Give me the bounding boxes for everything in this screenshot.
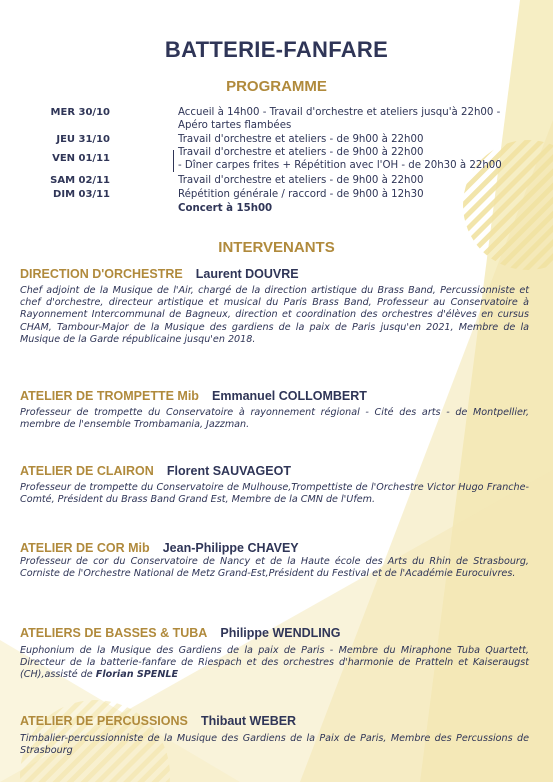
section-label: ATELIER DE PERCUSSIONS xyxy=(20,714,188,728)
section-description: Timbalier-percussionniste de la Musique des Gardiens de la Paix de Paris, Membre des Percussions de Strasbourg xyxy=(20,733,529,757)
section-header xyxy=(20,460,291,479)
section-description: Professeur de cor du Conservatoire de Nancy et de la Haute école des Arts du Rhin de Strasbourg, Corniste de l'Orchestre National de Metz Grand-Est,Président du Festival et de l'Académie Eurocuivres. xyxy=(20,556,529,580)
section-description xyxy=(20,645,529,682)
section-person: Philippe WENDLING xyxy=(220,626,341,640)
section-label: DIRECTION D'ORCHESTRE xyxy=(20,267,183,281)
section-label: ATELIERS DE BASSES & TUBA xyxy=(20,626,208,640)
section-person: Laurent DOUVRE xyxy=(195,267,299,281)
section-label: ATELIER DE TROMPETTE Mib xyxy=(20,389,199,403)
section-description: Professeur de trompette du Conservatoire à rayonnement régional - Cité des arts - de Montpellier, membre de l'ensemble Trombamania, Jazzman. xyxy=(20,407,529,431)
programme-line: Travail d'orchestre et ateliers - de 9h00 à 22h00 xyxy=(178,134,424,145)
programme-line: Travail d'orchestre et ateliers - de 9h00 à 22h00 xyxy=(178,175,424,186)
programme-divider xyxy=(173,150,174,172)
section-person: Emmanuel COLLOMBERT xyxy=(212,389,367,403)
section-header xyxy=(20,622,341,641)
section-description: Chef adjoint de la Musique de l'Air, chargé de la direction artistique du Brass Band, Percussionniste et chef d'orchestre, directeur artistique et musical du Paris Brass Band, Professeur au Conservatoire à Rayonnement Intercommunal de Bagneux, direction et coordination des orchestres d'élèves en cursus CHAM, Tambour-Major de la Musique des gardiens de la paix de Paris jusqu'en 2021, Membre de la Musique de la Garde républicaine jusqu'en 2018. xyxy=(20,285,529,345)
programme-line: Accueil à 14h00 - Travail d'orchestre et ateliers jusqu'à 22h00 - xyxy=(178,107,501,118)
programme-day: JEU 31/10 xyxy=(56,134,110,145)
programme-day: VEN 01/11 xyxy=(52,153,110,164)
programme-line: - Dîner carpes frites + Répétition avec l'OH - de 20h30 à 22h00 xyxy=(178,160,502,171)
section-label: ATELIER DE CLAIRON xyxy=(20,464,154,478)
programme-line: Répétition générale / raccord - de 9h00 à 12h30 xyxy=(178,189,424,200)
intervenants-heading: INTERVENANTS xyxy=(218,239,335,256)
section-header xyxy=(20,385,367,404)
section-header xyxy=(20,537,299,556)
page-title: BATTERIE-FANFARE xyxy=(164,37,389,62)
section-description: Professeur de trompette du Conservatoire de Mulhouse,Trompettiste de l'Orchestre Victor Hugo Franche-Comté, Président du Brass Band Grand Est, Membre de la CMN de l'Ufem. xyxy=(20,482,529,506)
assistant-name: Florian SPENLE xyxy=(95,669,179,681)
section-person: Jean-Philippe CHAVEY xyxy=(162,541,299,555)
section-person: Thibaut WEBER xyxy=(200,714,297,728)
section-label: ATELIER DE COR Mib xyxy=(20,541,150,555)
programme-heading: PROGRAMME xyxy=(226,78,327,95)
programme-day: SAM 02/11 xyxy=(50,175,110,186)
programme-concert-line: Concert à 15h00 xyxy=(178,203,273,214)
programme-day: DIM 03/11 xyxy=(53,189,110,200)
programme-line: Apéro tartes flambées xyxy=(178,120,292,131)
section-person: Florent SAUVAGEOT xyxy=(166,464,291,478)
programme-line: Travail d'orchestre et ateliers - de 9h00 à 22h00 xyxy=(178,147,424,158)
programme-day: MER 30/10 xyxy=(50,107,110,118)
section-header xyxy=(20,710,296,729)
section-description-text: Euphonium de la Musique des Gardiens de la paix de Paris - Membre du Miraphone Tuba Quartett, Directeur de la batterie-fanfare de Riespach et des orchestres d'harmonie de Pratteln et Kaiseraugst (CH),assisté de xyxy=(20,645,529,681)
section-header xyxy=(20,263,299,282)
